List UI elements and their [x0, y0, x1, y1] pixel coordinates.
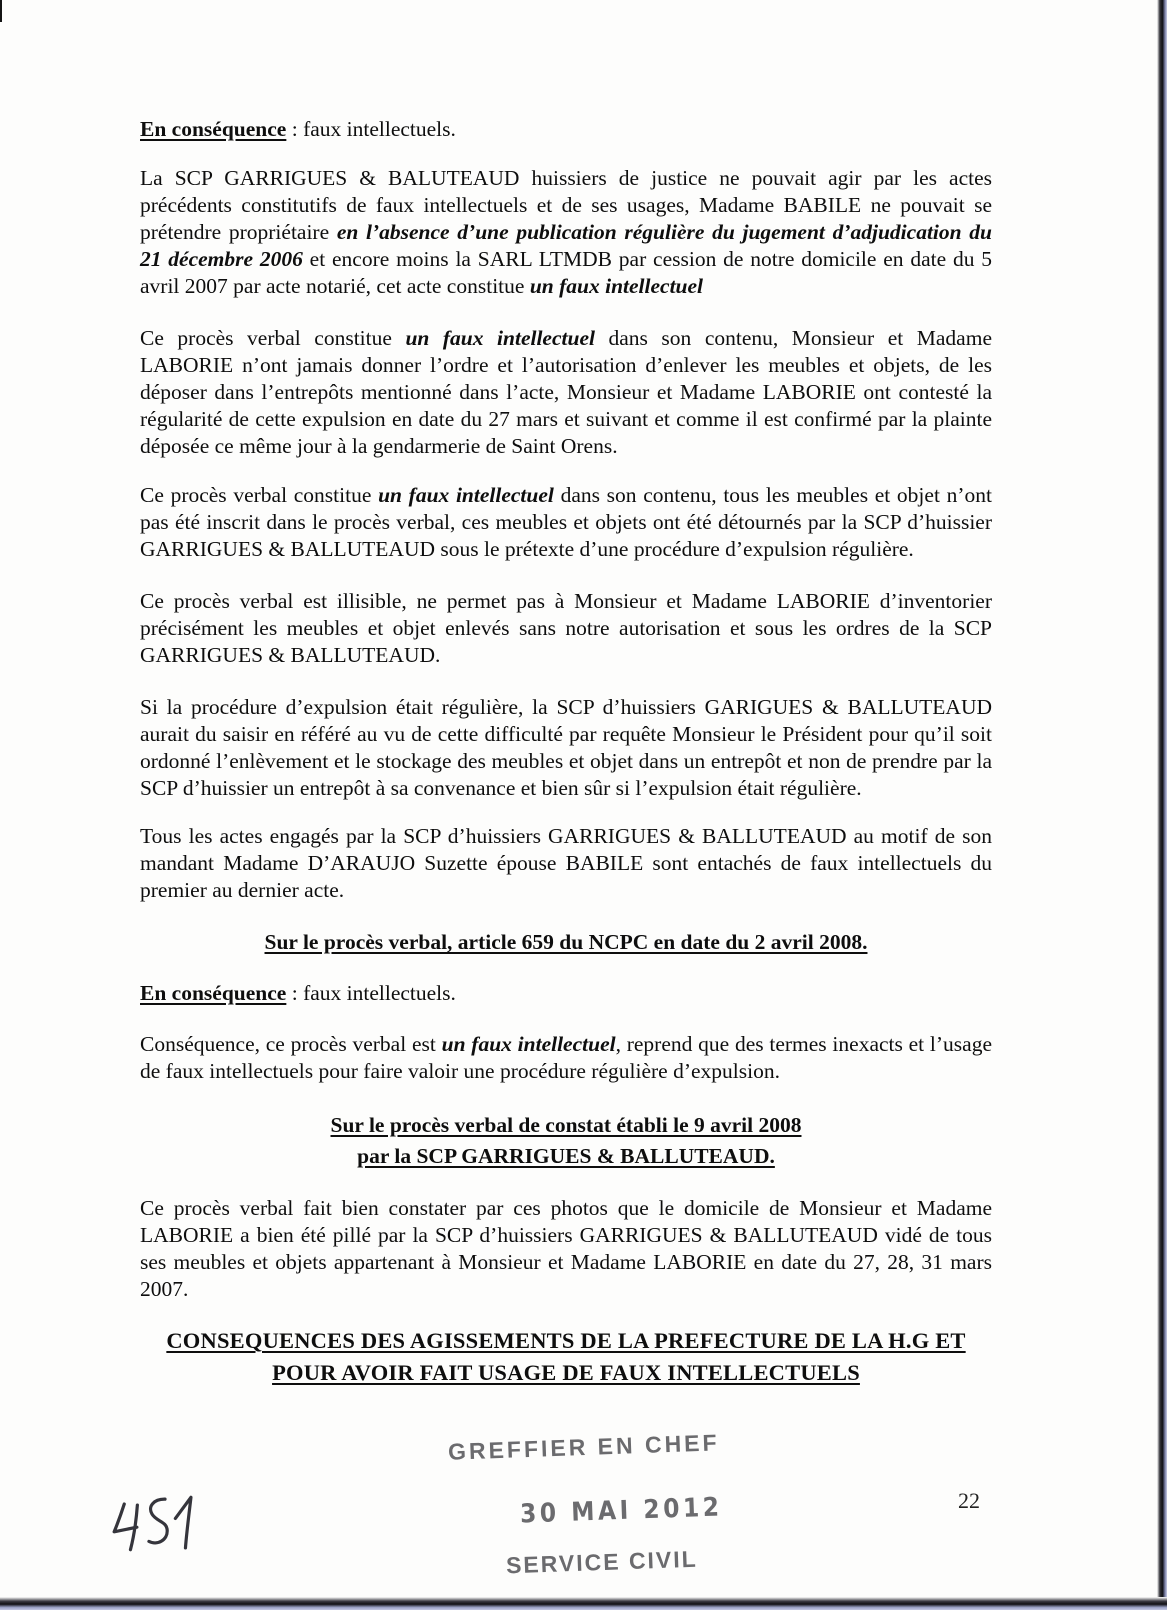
text-run: CONSEQUENCES DES AGISSEMENTS DE LA PREFECTURE DE LA H.G ET — [166, 1328, 966, 1353]
paragraph-scp-actes — [140, 165, 992, 300]
paragraph-pv-contenu-meubles — [140, 325, 992, 460]
text-run: un faux intellectuel — [529, 274, 704, 298]
scan-edge-right — [1157, 0, 1167, 1610]
paragraph-procedure-reguliere — [140, 694, 992, 802]
text-run: en l’absence d’une publication régulière du jugement d’adjudication du 21 décembre 2006 — [140, 220, 992, 271]
text-run: En conséquence — [140, 117, 287, 141]
paragraph-pv-illisible — [140, 588, 992, 669]
text-run: Sur le procès verbal, article 659 du NCPC en date du 2 avril 2008. — [264, 930, 868, 954]
paragraph-actes-entaches — [140, 823, 992, 904]
stamp-greffier-en-chef: GREFFIER EN CHEF — [447, 1429, 720, 1465]
text-run: La SCP GARRIGUES & BALUTEAUD huissiers de justice ne pouvait agir par les actes précédents constitutifs de faux intellectuels et de ses usages, Madame BABILE ne pouvait se prétendre propriétaire — [140, 166, 992, 244]
text-run: et encore moins la SARL LTMDB par cession de notre domicile en date du 5 avril 2007 par acte notarié, cet acte constitue — [140, 247, 992, 298]
text-run: Si la procédure d’expulsion était régulière, la SCP d’huissiers GARIGUES & BALLUTEAUD aurait du saisir en référé au vu de cette difficulté par requête Monsieur le Président pour qu’il soit ordonné l’enlèvement et le stockage des meubles et objet dans un entrepôt et non de prendre par la SCP d’huissier un entrepôt à sa convenance et bien sûr si l’expulsion était régulière. — [140, 695, 992, 800]
paragraph-pv-photos — [140, 1195, 992, 1303]
text-run: Ce procès verbal constitue — [140, 326, 406, 350]
text-run: Sur le procès verbal de constat établi le 9 avril 2008 — [330, 1113, 802, 1137]
text-run: Ce procès verbal est illisible, ne permet pas à Monsieur et Madame LABORIE d’inventorier précisément les meubles et objet enlevés sans notre autorisation et sous les ordres de la SCP GARRIGUES & BALLUTEAUD. — [140, 589, 992, 667]
text-run: Conséquence, ce procès verbal est — [140, 1032, 442, 1056]
page-number: 22 — [958, 1488, 980, 1513]
heading-pv-constat-line1 — [140, 1112, 992, 1139]
text-run: : faux intellectuels. — [286, 981, 456, 1005]
text-run: dans son contenu, Monsieur et Madame LABORIE n’ont jamais donner l’ordre et l’autorisation d’enlever les meubles et objets, de les déposer dans l’entrepôts mentionné dans l’acte, Monsieur et Madame LABORIE ont contesté la régularité de cette expulsion en date du 27 mars et suivant et comme il est confirmé par la plainte déposée ce même jour à la gendarmerie de Saint Orens. — [140, 326, 992, 458]
heading-pv-article-659 — [140, 929, 992, 956]
text-run: En conséquence — [140, 981, 287, 1005]
document-body — [140, 116, 992, 1386]
text-run: un faux intellectuel — [378, 483, 554, 507]
text-run: Tous les actes engagés par la SCP d’huissiers GARRIGUES & BALLUTEAUD au motif de son mandant Madame D’ARAUJO Suzette épouse BABILE sont entachés de faux intellectuels du premier au dernier acte. — [140, 824, 992, 902]
paragraph-consequence-pv — [140, 1031, 992, 1085]
stamp-date: 30 MAI 2012 — [519, 1492, 723, 1530]
text-run: dans son contenu, tous les meubles et objet n’ont pas été inscrit dans le procès verbal, ces meubles et objets ont été détournés par la SCP d’huissier GARRIGUES & BALLUTEAUD sous le prétexte d’une procédure d’expulsion régulière. — [140, 483, 992, 561]
text-run: POUR AVOIR FAIT USAGE DE FAUX INTELLECTUELS — [272, 1360, 860, 1385]
text-run: : faux intellectuels. — [286, 117, 456, 141]
handwritten-digit-1 — [174, 1497, 194, 1548]
heading-consequences-line2 — [140, 1359, 992, 1386]
heading-pv-constat-line2 — [140, 1143, 992, 1170]
text-run: Ce procès verbal fait bien constater par ces photos que le domicile de Monsieur et Madame LABORIE a bien été pillé par la SCP d’huissiers GARRIGUES & BALLUTEAUD vidé de tous ses meubles et objets appartenant à Monsieur et Madame LABORIE en date du 27, 28, 31 mars 2007. — [140, 1196, 992, 1301]
scan-edge-bottom — [0, 1597, 1167, 1610]
text-run: un faux intellectuel — [405, 326, 595, 350]
stamp-service-civil: SERVICE CIVIL — [505, 1545, 699, 1579]
text-run: Ce procès verbal constitue — [140, 483, 379, 507]
handwritten-number — [100, 1492, 208, 1563]
text-run: , reprend que des termes inexacts et l’usage de faux intellectuels pour faire valoir une procédure régulière d’expulsion. — [140, 1032, 992, 1083]
text-run: un faux intellectuel — [441, 1032, 616, 1056]
handwritten-digit-5 — [146, 1499, 168, 1543]
text-run: par la SCP GARRIGUES & BALLUTEAUD. — [357, 1144, 775, 1168]
scan-edge-top-left — [0, 0, 2, 22]
heading-consequences-line1 — [140, 1327, 992, 1354]
paragraph-pv-meubles-detournes — [140, 482, 992, 563]
consequence-label-1 — [140, 116, 992, 143]
consequence-label-2 — [140, 980, 992, 1007]
